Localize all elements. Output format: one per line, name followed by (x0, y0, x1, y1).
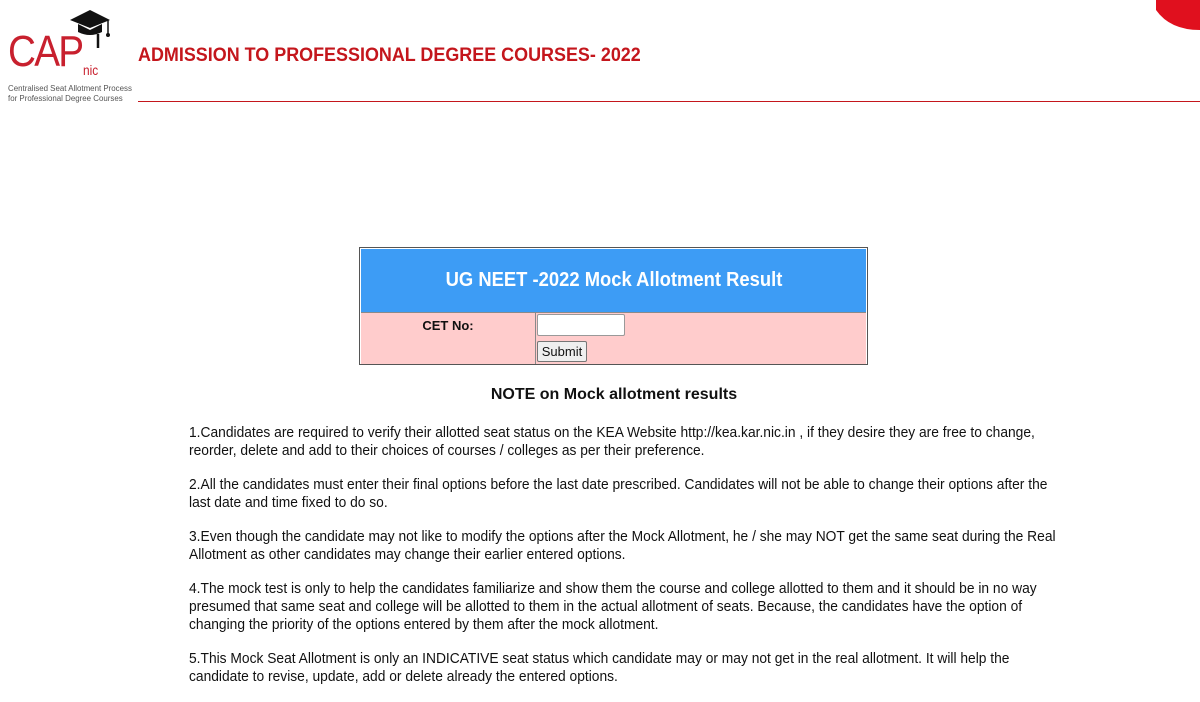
cet-row (361, 312, 866, 340)
capnic-logo (6, 8, 138, 104)
cet-number-input[interactable] (537, 314, 625, 336)
note-item: 3.Even though the candidate may not like to modify the options after the Mock Allotment, he / she may NOT get the same seat during the Real Allotment as other candidates may change their earlier entered options. (189, 528, 1056, 563)
notes-title: NOTE on Mock allotment results (490, 386, 738, 403)
cet-label: CET No: (422, 318, 474, 333)
mock-allotment-form (359, 247, 868, 365)
note-item: 5.This Mock Seat Allotment is only an INDICATIVE seat status which candidate may or may not get in the real allotment. It will help the candidate to revise, update, add or delete already the entered options. (189, 650, 1010, 685)
submit-button[interactable]: Submit (537, 341, 587, 362)
submit-row (361, 339, 866, 364)
row-divider (535, 313, 536, 339)
logo-tagline-line-1: Centralised Seat Allotment Process (8, 83, 132, 93)
corner-decoration (1156, 0, 1200, 30)
note-item: 2.All the candidates must enter their final options before the last date prescribed. Candidates will not be able to change their options after the last date and time fixed to do so. (189, 476, 1048, 511)
header-divider (138, 101, 1200, 102)
notes-list (189, 424, 1059, 702)
form-heading: UG NEET -2022 Mock Allotment Result (445, 269, 782, 291)
note-item: 1.Candidates are required to verify their allotted seat status on the KEA Website http://kea.kar.nic.in , if they desire they are free to change, reorder, delete and add to their choices of courses / colleges as per their preference. (189, 424, 1035, 459)
logo-wordmark: CAP (8, 27, 83, 76)
page-title: ADMISSION TO PROFESSIONAL DEGREE COURSES- 2022 (138, 44, 641, 66)
logo-tagline (8, 83, 137, 103)
row-divider (535, 339, 536, 364)
logo-tagline-line-2: for Professional Degree Courses (8, 93, 123, 103)
form-header (361, 249, 866, 312)
logo-subwordmark: nic (83, 62, 99, 78)
note-item: 4.The mock test is only to help the candidates familiarize and show them the course and college allotted to them and it should be in no way presumed that same seat and college will be allotted to them in the actual allotment of seats. Because, the candidates have the option of changing the priority of the options entered by them after the mock allotment. (189, 580, 1037, 633)
